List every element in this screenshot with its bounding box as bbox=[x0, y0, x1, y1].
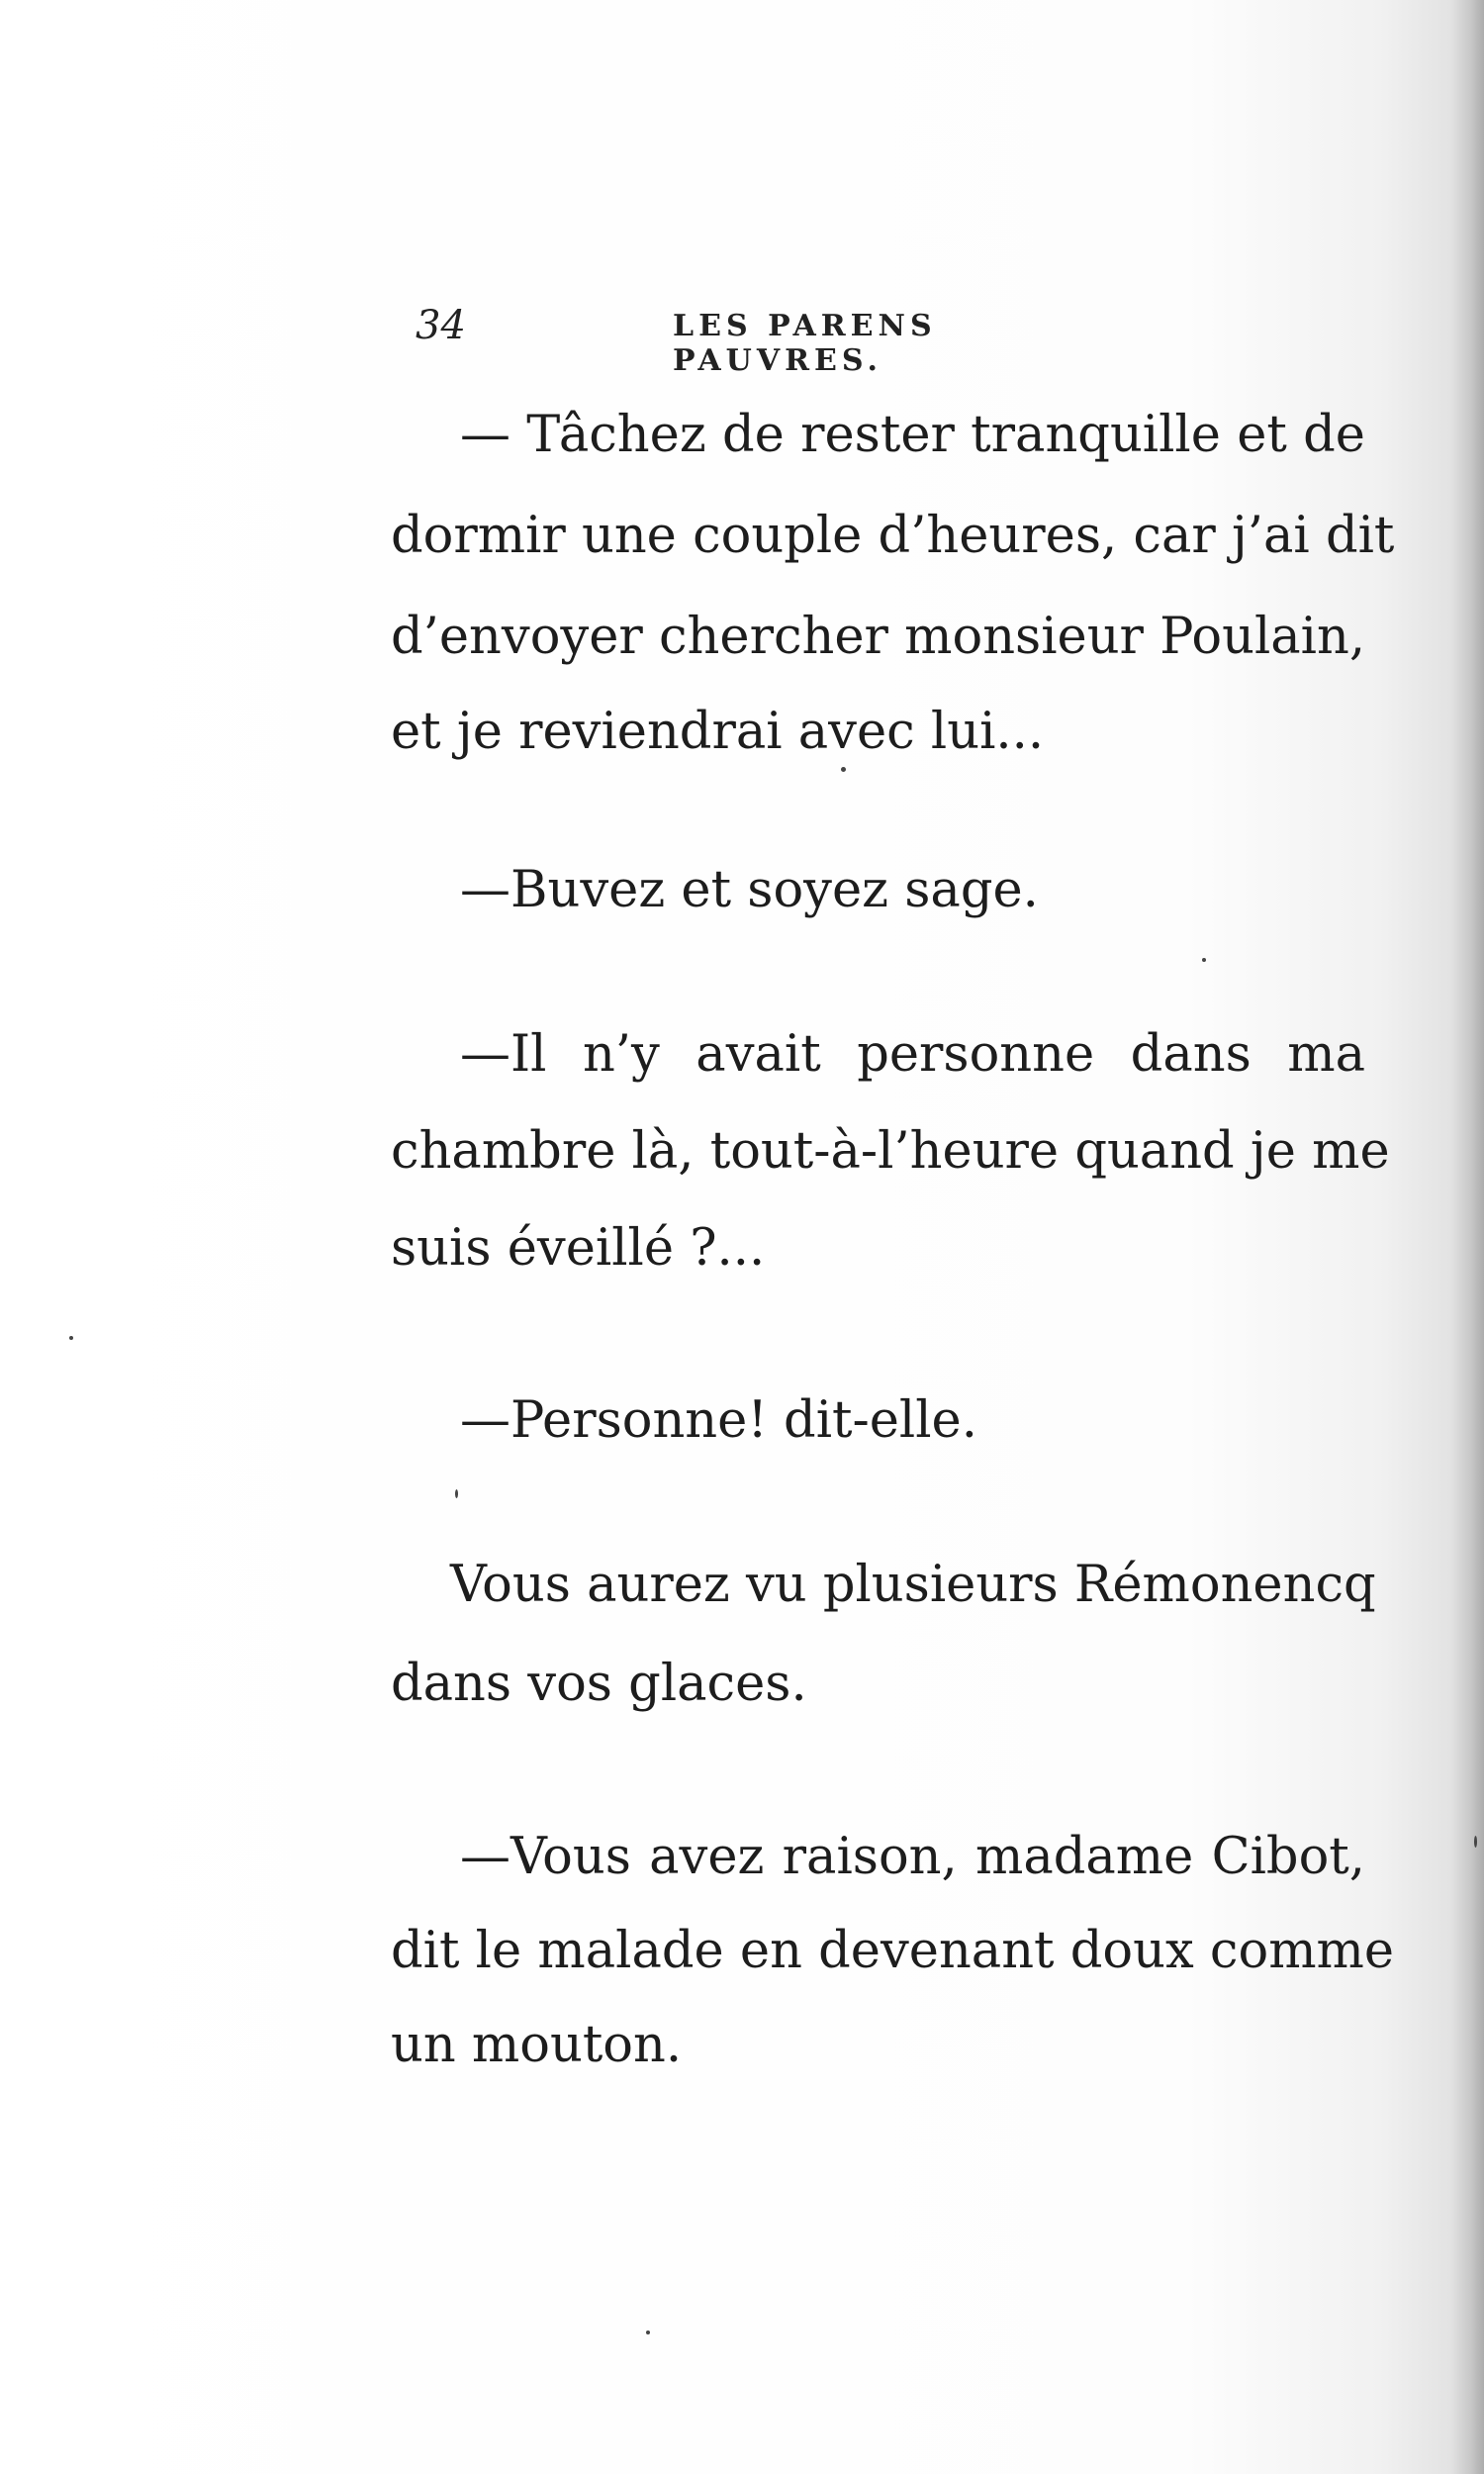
running-title: LES PARENS PAUVRES. bbox=[673, 309, 937, 378]
ink-speck bbox=[646, 2331, 650, 2334]
page-edge-shadow bbox=[1450, 0, 1484, 2474]
text-line: dormir une couple d’heures, car j’ai dit bbox=[391, 507, 1395, 565]
text-line: dit le malade en devenant doux comme bbox=[391, 1922, 1395, 1980]
text-line: Vous aurez vu plusieurs Rémonencq bbox=[450, 1556, 1376, 1614]
text-line: chambre là, tout-à-l’heure quand je me bbox=[391, 1122, 1390, 1181]
text-line: et je reviendrai avec lui... bbox=[391, 703, 1045, 761]
text-line: —Vous avez raison, madame Cibot, bbox=[460, 1828, 1365, 1886]
ink-speck bbox=[69, 1336, 73, 1340]
text-line: un mouton. bbox=[391, 2016, 683, 2074]
text-line: suis éveillé ?... bbox=[391, 1219, 766, 1278]
ink-speck bbox=[841, 767, 846, 772]
text-line: —Buvez et soyez sage. bbox=[460, 861, 1039, 919]
text-line: — Tâchez de rester tranquille et de bbox=[460, 406, 1365, 464]
text-line: d’envoyer chercher monsieur Poulain, bbox=[391, 608, 1366, 666]
ink-speck bbox=[455, 1489, 458, 1498]
text-line: —Il n’y avait personne dans ma bbox=[460, 1025, 1365, 1084]
ink-speck bbox=[1202, 958, 1206, 962]
page-number: 34 bbox=[416, 303, 466, 348]
text-line: dans vos glaces. bbox=[391, 1655, 807, 1713]
text-line: —Personne! dit-elle. bbox=[460, 1391, 977, 1450]
ink-speck bbox=[1474, 1836, 1477, 1848]
running-head bbox=[416, 303, 1148, 378]
